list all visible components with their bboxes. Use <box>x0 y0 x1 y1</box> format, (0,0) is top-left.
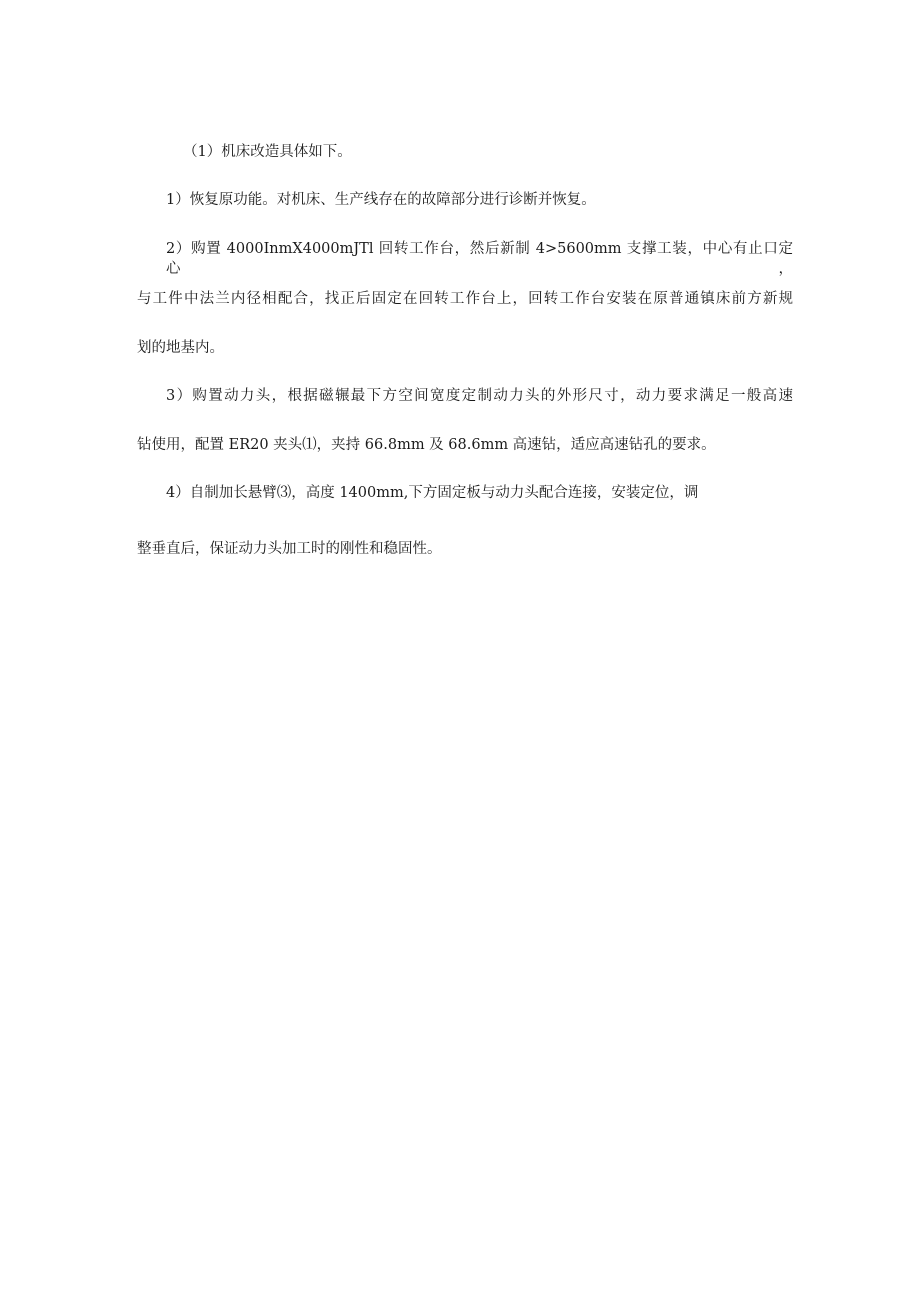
section-heading: （1）机床改造具体如下。 <box>183 144 352 160</box>
paragraph-item-2-line-3: 划的地基内。 <box>137 340 224 356</box>
paragraph-item-3-line-1: 3）购置动力头，根据磁辗最下方空间宽度定制动力头的外形尺寸，动力要求满足一般高速 <box>166 388 793 404</box>
paragraph-item-2-line-1: 2）购置 4000InmX4000mJTl 回转工作台，然后新制 4>5600mm 支撑工装，中心有止口定心， <box>166 241 793 277</box>
paragraph-item-3-line-2: 钻使用，配置 ER20 夹头⑴，夹持 66.8mm 及 68.6mm 高速钻，适应高速钻孔的要求。 <box>137 437 716 453</box>
paragraph-item-4-line-2: 整垂直后，保证动力头加工时的刚性和稳固性。 <box>137 541 442 557</box>
paragraph-item-2-line-2: 与工件中法兰内径相配合，找正后固定在回转工作台上，回转工作台安装在原普通镇床前方新规 <box>137 291 793 307</box>
paragraph-item-1: 1）恢复原功能。对机床、生产线存在的故障部分进行诊断并恢复。 <box>166 192 596 208</box>
paragraph-item-4-line-1: 4）自制加长悬臂⑶，高度 1400mm,下方固定板与动力头配合连接，安装定位，调 <box>166 485 699 501</box>
